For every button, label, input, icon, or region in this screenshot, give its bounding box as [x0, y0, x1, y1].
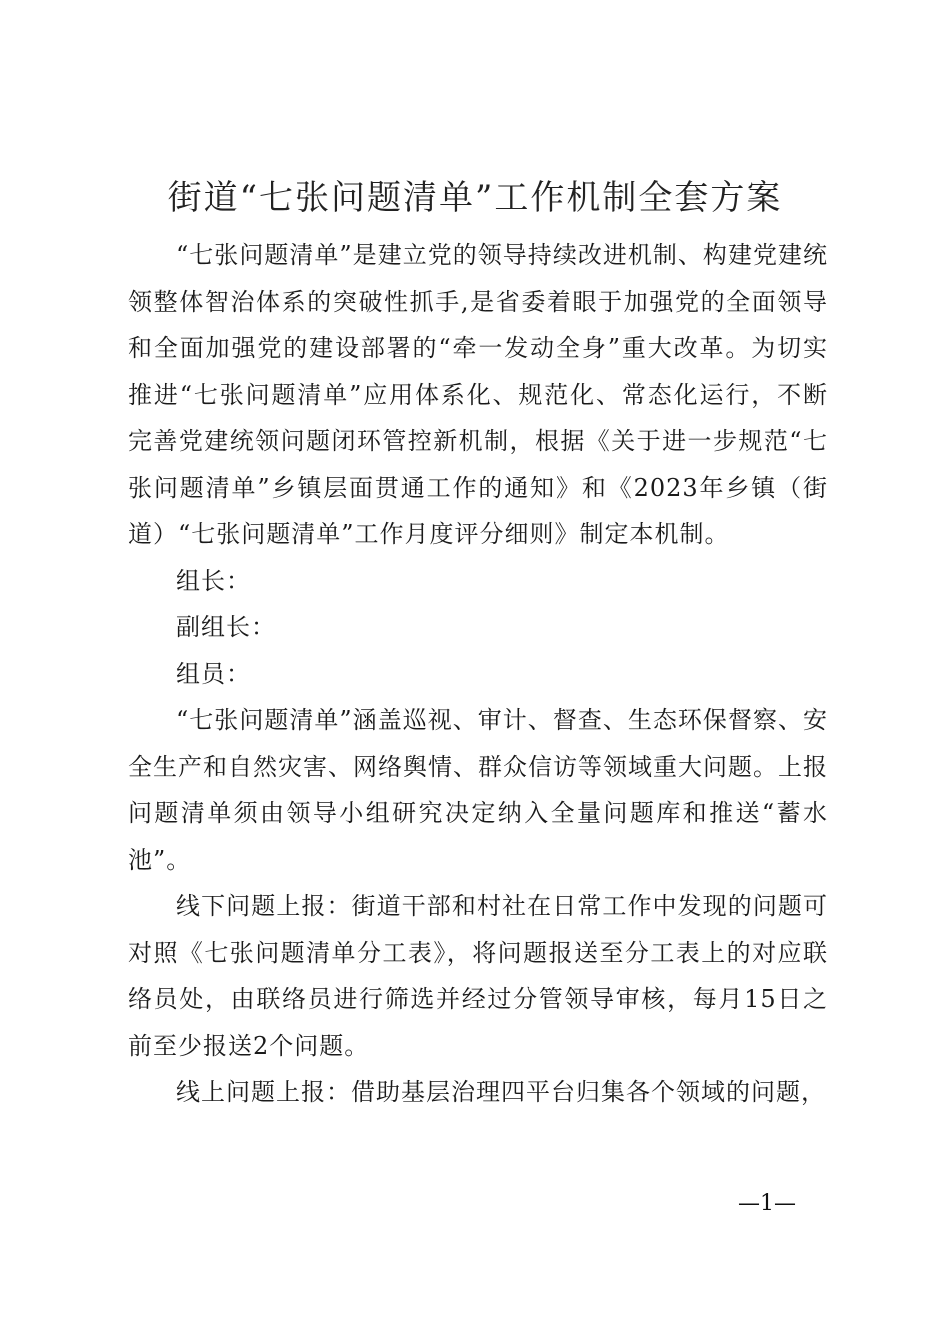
page-number: —1— — [738, 1191, 796, 1216]
document-body — [128, 232, 828, 1116]
intro-paragraph: “七张问题清单”是建立党的领导持续改进机制、构建党建统领整体智治体系的突破性抓手,是省委着眼于加强党的全面领导和全面加强党的建设部署的“牵一发动全身”重大改革。为切实推进“七张问题清单”应用体系化、规范化、常态化运行，不断完善党建统领问题闭环管控新机制，根据《关于进一步规范“七张问题清单”乡镇层面贯通工作的通知》和《2023年乡镇（街道）“七张问题清单”工作月度评分细则》制定本机制。 — [128, 241, 828, 548]
group-members-line: 组员： — [176, 659, 251, 688]
group-leader-line: 组长： — [176, 566, 251, 595]
document-title: 街道“七张问题清单”工作机制全套方案 — [167, 178, 783, 218]
offline-report-paragraph: 线下问题上报：街道干部和村社在日常工作中发现的问题可对照《七张问题清单分工表》，将问题报送至分工表上的对应联络员处，由联络员进行筛选并经过分管领导审核，每月15日之前至少报送2个问题。 — [128, 892, 828, 1060]
deputy-group-leader-line: 副组长： — [176, 613, 276, 641]
scope-paragraph: “七张问题清单”涵盖巡视、审计、督查、生态环保督察、安全生产和自然灾害、网络舆情、群众信访等领域重大问题。上报问题清单须由领导小组研究决定纳入全量问题库和推送“蓄水池”。 — [128, 706, 828, 874]
online-report-paragraph: 线上问题上报：借助基层治理四平台归集各个领域的问题， — [176, 1078, 826, 1106]
